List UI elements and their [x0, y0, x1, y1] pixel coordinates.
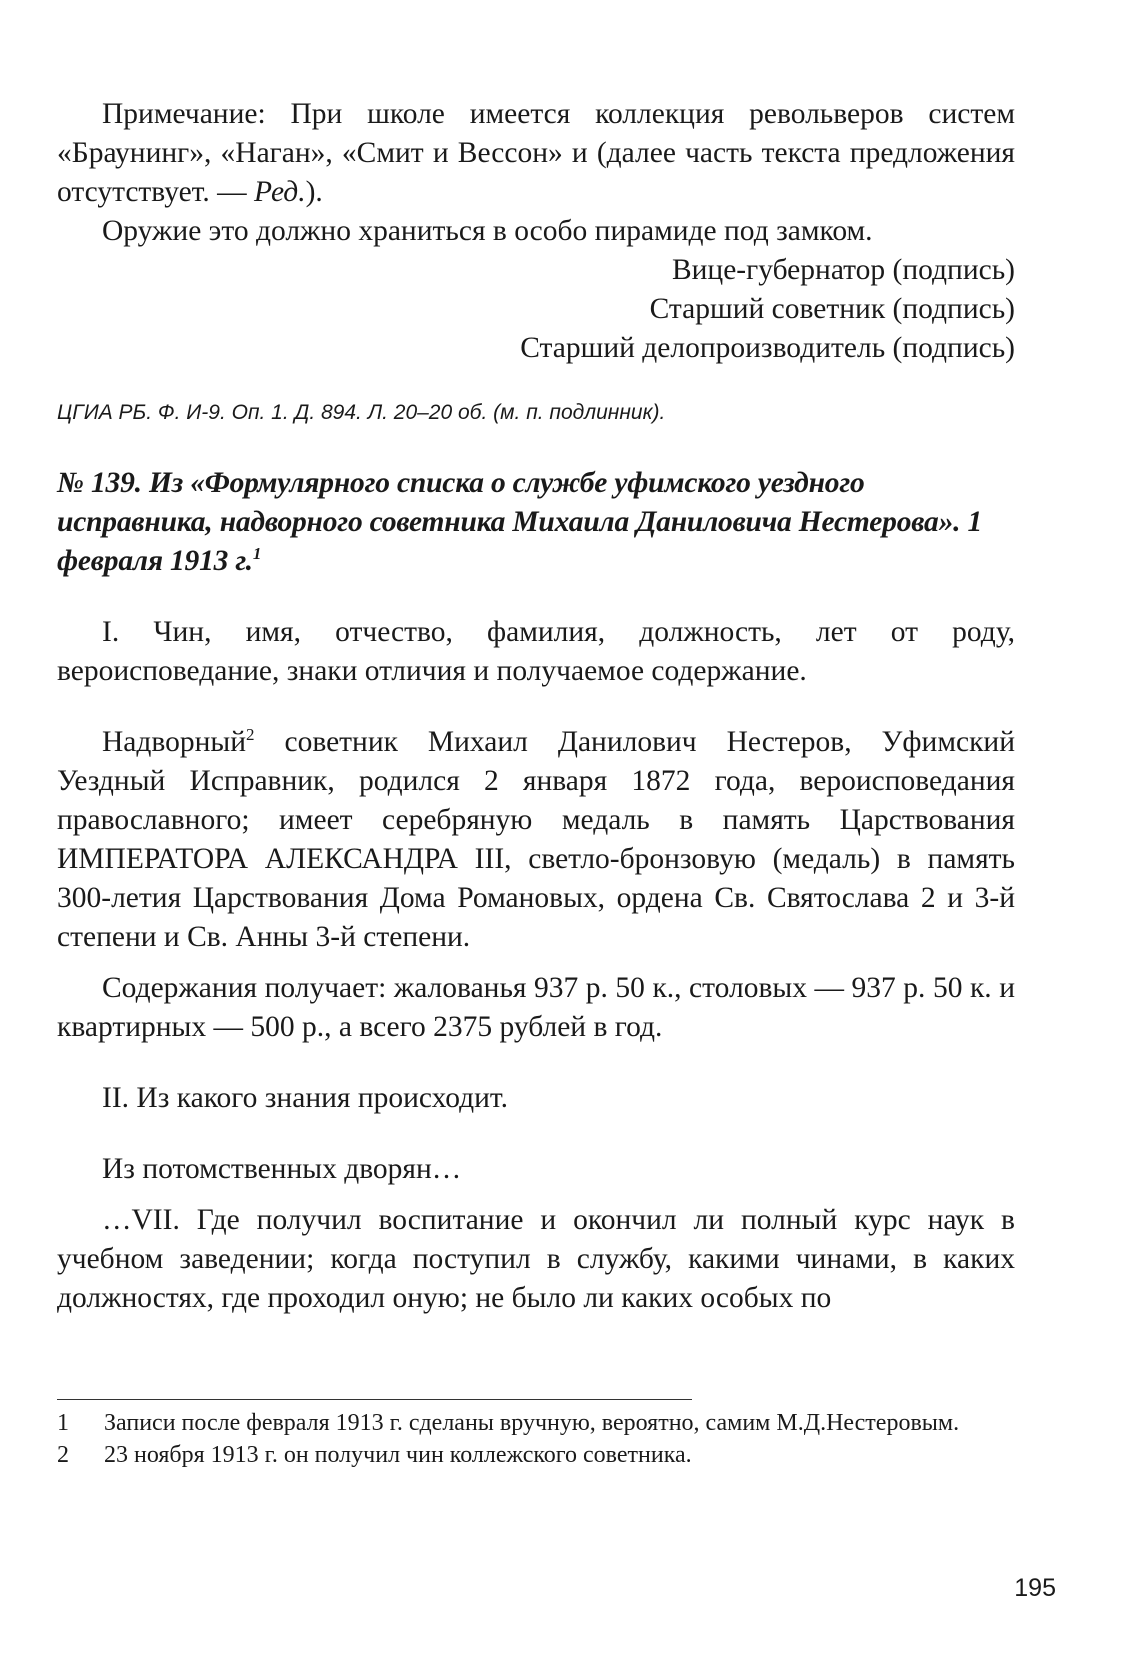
footnote-ref-2: 2 — [246, 725, 255, 745]
signature-vice-governor: Вице-губернатор (подпись) — [671, 254, 1015, 286]
editor-mark: Ред. — [253, 176, 306, 208]
section-7-heading: …VII. Где получил воспитание и окончил ли полный курс наук в учебном заведении; когда поступил в службу, какими чинами, в каких должностях, где проходил оную; не было ли каких особых по — [57, 1204, 1015, 1314]
footnote-number: 2 — [57, 1442, 69, 1468]
footnotes — [57, 1407, 1015, 1471]
rank-paragraph: Надворный$^2$ советник Михаил Данилович Нестеров, Уфимский Уездный Исправник, родился 2 января 1872 года, вероисповедания православного; имеет серебряную медаль в память Царствования ИМПЕРАТОРА АЛЕКСАНДРА III, светло-бронзовую (медаль) в память 300-летия Царствования Дома Романовых, ордена Св. Святослава 2 и 3-й степени и Св. Анны 3-й степени. — [57, 725, 1015, 953]
page-number: 195 — [1014, 1574, 1056, 1602]
page-body — [57, 95, 1015, 1318]
footnote-2 — [57, 1439, 1015, 1471]
signature-senior-advisor: Старший советник (подпись) — [649, 293, 1015, 325]
footnote-number: 1 — [57, 1410, 69, 1436]
footnote-1 — [57, 1407, 1015, 1439]
document-title: № 139. Из «Формулярного списка о службе уфимского уездного исправника, надворного советника Михаила Даниловича Нестерова». 1 февраля 1913 г.$^1$ — [57, 467, 983, 577]
signature-senior-clerk: Старший делопроизводитель (подпись) — [520, 332, 1015, 364]
salary-paragraph: Содержания получает: жалованья 937 р. 50 к., столовых — 937 р. 50 к. и квартирных — 500 р., а всего 2375 рублей в год. — [57, 972, 1015, 1043]
footnote-text: 23 ноября 1913 г. он получил чин коллежского советника. — [104, 1442, 692, 1468]
section-1-heading: I. Чин, имя, отчество, фамилия, должность, лет от роду, вероисповедание, знаки отличия и получаемое содержание. — [57, 616, 1015, 687]
origin-paragraph: Из потомственных дворян… — [102, 1153, 462, 1185]
weapon-storage-paragraph: Оружие это должно храниться в особо пирамиде под замком. — [102, 215, 873, 247]
footnote-text: Записи после февраля 1913 г. сделаны вручную, вероятно, самим М.Д.Нестеровым. — [104, 1410, 960, 1436]
archive-source: ЦГИА РБ. Ф. И-9. Оп. 1. Д. 894. Л. 20–20 об. (м. п. подлинник). — [57, 401, 666, 424]
section-2-heading: II. Из какого знания происходит. — [102, 1082, 508, 1114]
footnote-separator — [57, 1399, 692, 1400]
note-paragraph: Примечание: При школе имеется коллекция револьверов систем «Браунинг», «Наган», «Смит и Вессон» и (далее часть текста предложения отсутствует. — Ред.). — [57, 98, 1015, 208]
footnote-ref-1: 1 — [252, 544, 262, 564]
